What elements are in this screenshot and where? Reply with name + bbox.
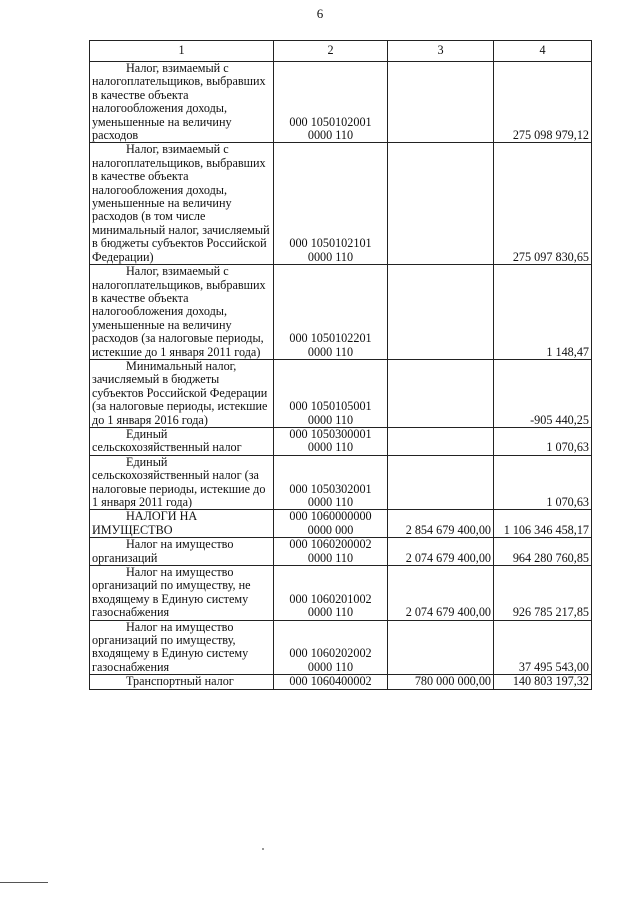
revenue-name-cell: Единый сельскохозяйственный налог (за налоговые периоды, истекшие до 1 января 2011 года)	[90, 455, 274, 510]
budget-code-cell: 000 1060000000 0000 000	[274, 510, 388, 538]
budget-code-cell: 000 1060201002 0000 110	[274, 566, 388, 621]
planned-amount-cell	[388, 62, 494, 143]
planned-amount-cell: 2 854 679 400,00	[388, 510, 494, 538]
header-row	[90, 41, 592, 62]
planned-amount-cell	[388, 455, 494, 510]
revenue-name-cell: Налог на имущество организаций по имуществу, не входящему в Единую систему газоснабжения	[90, 566, 274, 621]
planned-amount-cell: 780 000 000,00	[388, 675, 494, 689]
budget-code-cell: 000 1050102201 0000 110	[274, 265, 388, 360]
actual-amount-cell: 37 495 543,00	[494, 620, 592, 675]
planned-amount-cell	[388, 359, 494, 427]
actual-amount-cell: -905 440,25	[494, 359, 592, 427]
planned-amount-cell: 2 074 679 400,00	[388, 566, 494, 621]
planned-amount-cell	[388, 143, 494, 265]
column-header-4: 4	[494, 41, 592, 62]
table-row	[90, 143, 592, 265]
budget-code-cell: 000 1060400002	[274, 675, 388, 689]
actual-amount-cell: 964 280 760,85	[494, 538, 592, 566]
table-row	[90, 265, 592, 360]
revenue-name-cell: Налог на имущество организаций	[90, 538, 274, 566]
scan-speck	[262, 848, 264, 850]
revenue-name-cell: НАЛОГИ НА ИМУЩЕСТВО	[90, 510, 274, 538]
table-body	[90, 62, 592, 690]
table-row	[90, 538, 592, 566]
revenue-name-cell: Налог, взимаемый с налогоплательщиков, выбравших в качестве объекта налогообложения доходы, уменьшенные на величину расходов (в том числе минимальный налог, зачисляемый в бюджеты субъектов Российской Федерации)	[90, 143, 274, 265]
planned-amount-cell: 2 074 679 400,00	[388, 538, 494, 566]
table-row	[90, 566, 592, 621]
budget-code-cell: 000 1060200002 0000 110	[274, 538, 388, 566]
revenue-name-cell: Единый сельскохозяйственный налог	[90, 427, 274, 455]
budget-code-cell: 000 1060202002 0000 110	[274, 620, 388, 675]
table-row	[90, 675, 592, 689]
actual-amount-cell: 1 070,63	[494, 455, 592, 510]
actual-amount-cell: 926 785 217,85	[494, 566, 592, 621]
footnote-rule	[0, 882, 48, 883]
revenue-name-cell: Налог на имущество организаций по имуществу, входящему в Единую систему газоснабжения	[90, 620, 274, 675]
table-row	[90, 62, 592, 143]
budget-code-cell: 000 1050300001 0000 110	[274, 427, 388, 455]
actual-amount-cell: 275 097 830,65	[494, 143, 592, 265]
budget-revenue-table	[89, 40, 592, 690]
actual-amount-cell: 275 098 979,12	[494, 62, 592, 143]
budget-code-cell: 000 1050302001 0000 110	[274, 455, 388, 510]
budget-code-cell: 000 1050102101 0000 110	[274, 143, 388, 265]
table-row	[90, 510, 592, 538]
revenue-name-cell: Минимальный налог, зачисляемый в бюджеты субъектов Российской Федерации (за налоговые периоды, истекшие до 1 января 2016 года)	[90, 359, 274, 427]
column-header-3: 3	[388, 41, 494, 62]
actual-amount-cell: 1 106 346 458,17	[494, 510, 592, 538]
revenue-name-cell: Транспортный налог	[90, 675, 274, 689]
budget-code-cell: 000 1050102001 0000 110	[274, 62, 388, 143]
planned-amount-cell	[388, 620, 494, 675]
revenue-name-cell: Налог, взимаемый с налогоплательщиков, выбравших в качестве объекта налогообложения доходы, уменьшенные на величину расходов	[90, 62, 274, 143]
column-header-2: 2	[274, 41, 388, 62]
table-row	[90, 359, 592, 427]
budget-code-cell: 000 1050105001 0000 110	[274, 359, 388, 427]
actual-amount-cell: 1 148,47	[494, 265, 592, 360]
page-number: 6	[316, 6, 324, 21]
table-row	[90, 427, 592, 455]
actual-amount-cell: 1 070,63	[494, 427, 592, 455]
planned-amount-cell	[388, 265, 494, 360]
actual-amount-cell: 140 803 197,32	[494, 675, 592, 689]
table-row	[90, 620, 592, 675]
column-header-1: 1	[90, 41, 274, 62]
revenue-name-cell: Налог, взимаемый с налогоплательщиков, выбравших в качестве объекта налогообложения доходы, уменьшенные на величину расходов (за налоговые периоды, истекшие до 1 января 2011 года)	[90, 265, 274, 360]
table-row	[90, 455, 592, 510]
planned-amount-cell	[388, 427, 494, 455]
